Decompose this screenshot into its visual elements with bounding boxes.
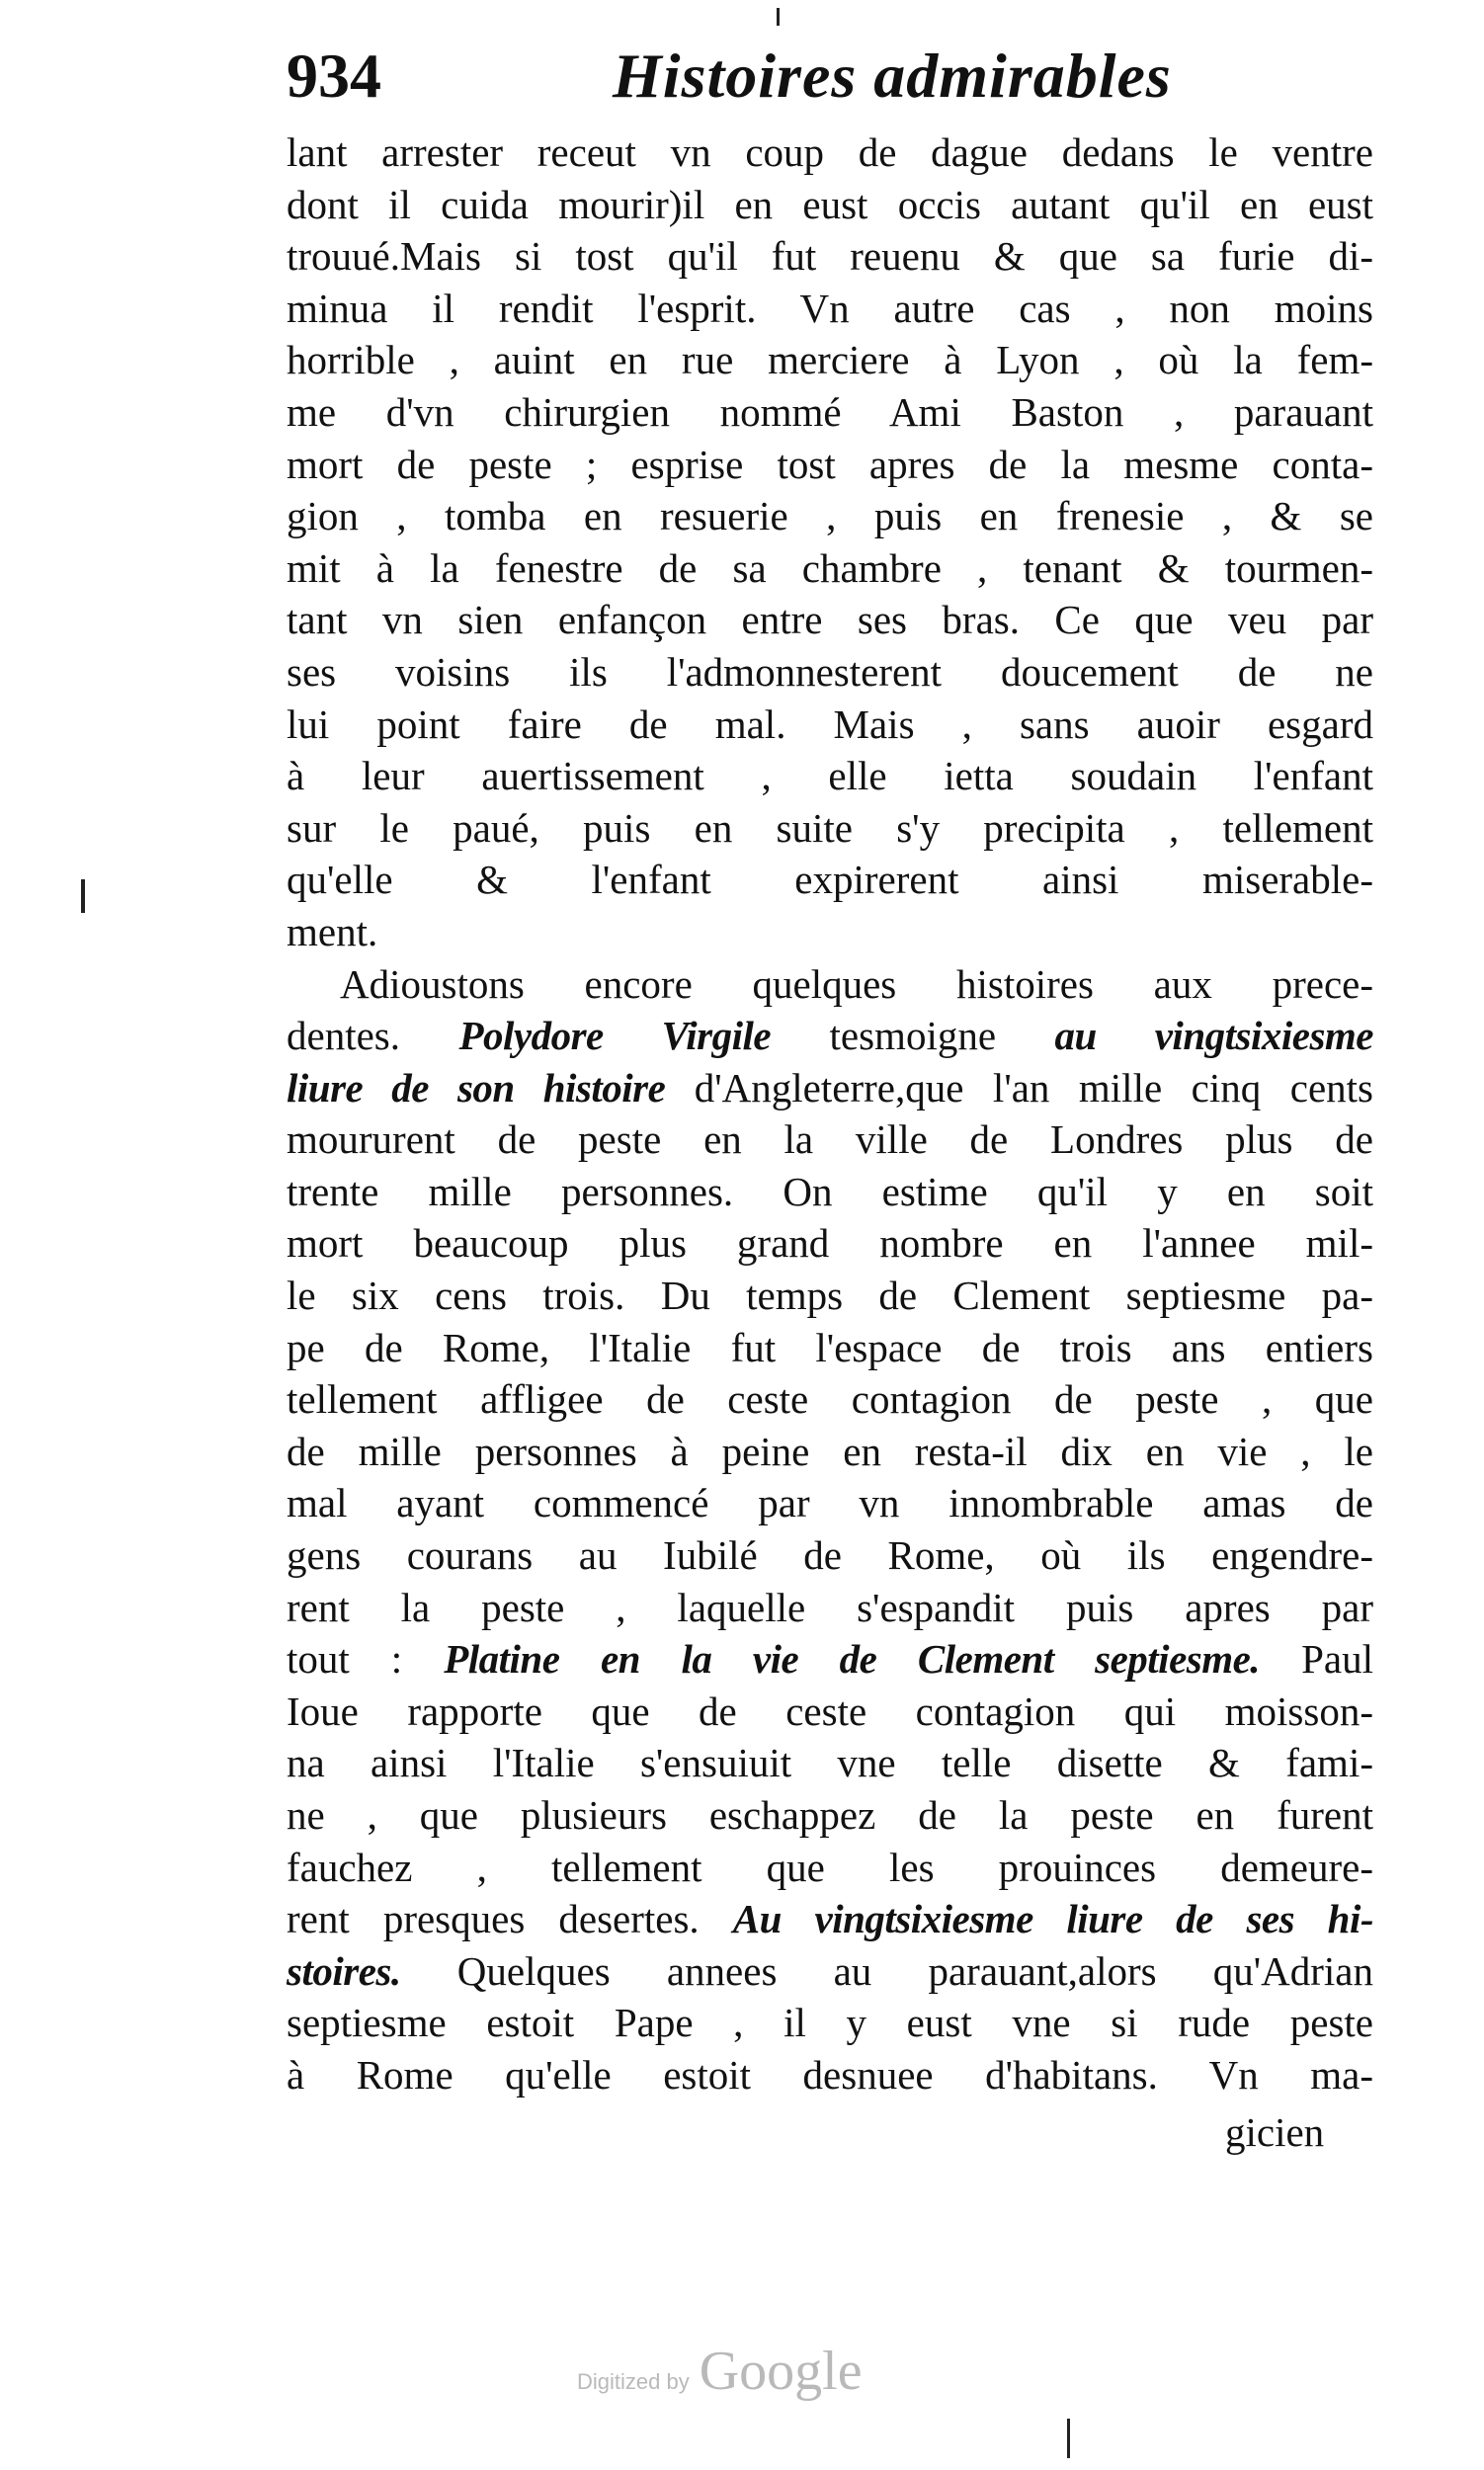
text-line: sur le paué, puis en suite s'y precipita , tellement xyxy=(287,804,1373,851)
google-logo: Google xyxy=(699,2341,863,2402)
text-segment: tout : xyxy=(287,1636,445,1683)
italic-citation: Au vingtsixiesme liure de ses hi- xyxy=(732,1896,1373,1942)
italic-citation: au vingtsixiesme xyxy=(1054,1013,1373,1059)
text-line: mort de peste ; esprise tost apres de la mesme conta- xyxy=(287,441,1373,487)
text-segment: tesmoigne xyxy=(771,1013,1055,1059)
text-line xyxy=(287,1010,1373,1062)
text-line xyxy=(287,1062,1373,1114)
text-line: minua il rendit l'esprit. Vn autre cas , non moins xyxy=(287,285,1373,331)
text-line: trouué.Mais si tost qu'il fut reuenu & que sa furie di- xyxy=(287,233,1373,280)
text-segment: dentes. xyxy=(287,1013,459,1059)
catchword: gicien xyxy=(1225,2109,1325,2155)
text-line: moururent de peste en la ville de Londres plus de xyxy=(287,1116,1373,1163)
text-line: gens courans au Iubilé de Rome, où ils engendre- xyxy=(287,1532,1373,1579)
scan-mark xyxy=(777,8,780,26)
text-line: Ioue rapporte que de ceste contagion qui moisson- xyxy=(287,1688,1373,1734)
text-line: ment. xyxy=(287,908,378,954)
text-line: mit à la fenestre de sa chambre , tenant & tourmen- xyxy=(287,544,1373,591)
italic-citation: Polydore Virgile xyxy=(458,1013,772,1059)
digitized-by-label: Digitized by xyxy=(577,2369,690,2394)
italic-citation: Platine en la vie de Clement septiesme. xyxy=(444,1636,1261,1683)
text-line: trente mille personnes. On estime qu'il y en soit xyxy=(287,1168,1373,1214)
body-text xyxy=(287,126,1373,2101)
text-line: tellement affligee de ceste contagion de peste , que xyxy=(287,1376,1373,1423)
page-header xyxy=(287,40,1383,128)
text-segment: Paul xyxy=(1260,1636,1373,1683)
text-line: à leur auertissement , elle ietta soudain l'enfant xyxy=(287,753,1373,799)
text-line: lui point faire de mal. Mais , sans auoir esgard xyxy=(287,700,1373,747)
text-line: mort beaucoup plus grand nombre en l'annee mil- xyxy=(287,1220,1373,1267)
scan-mark xyxy=(81,879,85,913)
text-line: mal ayant commencé par vn innombrable amas de xyxy=(287,1480,1373,1526)
text-line xyxy=(287,1945,1373,1998)
text-line: septiesme estoit Pape , il y eust vne si rude peste xyxy=(287,2000,1373,2046)
running-title: Histoires admirables xyxy=(613,41,1172,111)
italic-citation: stoires. xyxy=(287,1947,401,1994)
text-line xyxy=(287,1893,1373,1945)
text-line: de mille personnes à peine en resta-il dix en vie , le xyxy=(287,1428,1373,1474)
text-line: dont il cuida mourir)il en eust occis autant qu'il en eust xyxy=(287,181,1373,227)
digitized-watermark xyxy=(577,2340,863,2409)
text-line: tant vn sien enfançon entre ses bras. Ce que veu par xyxy=(287,597,1373,643)
text-line: me d'vn chirurgien nommé Ami Baston , parauant xyxy=(287,388,1373,435)
text-line: na ainsi l'Italie s'ensuiuit vne telle disette & fami- xyxy=(287,1740,1373,1786)
scan-mark xyxy=(1067,2419,1070,2458)
text-line xyxy=(287,1633,1373,1686)
text-line: qu'elle & l'enfant expirerent ainsi miserable- xyxy=(287,857,1373,903)
text-line: horrible , auint en rue merciere à Lyon , où la fem- xyxy=(287,337,1373,383)
text-line: rent la peste , laquelle s'espandit puis apres par xyxy=(287,1584,1373,1630)
text-line: pe de Rome, l'Italie fut l'espace de trois ans entiers xyxy=(287,1324,1373,1370)
text-line: le six cens trois. Du temps de Clement septiesme pa- xyxy=(287,1273,1373,1319)
italic-citation: liure de son histoire xyxy=(287,1064,666,1111)
text-line: fauchez , tellement que les prouinces demeure- xyxy=(287,1844,1373,1890)
text-line: Adioustons encore quelques histoires aux prece- xyxy=(340,960,1373,1007)
text-line: ne , que plusieurs eschappez de la peste en furent xyxy=(287,1792,1373,1838)
text-segment: d'Angleterre,que l'an mille cinq cents xyxy=(665,1064,1374,1111)
text-line: à Rome qu'elle estoit desnuee d'habitans. Vn ma- xyxy=(287,2051,1373,2098)
text-segment: rent presques desertes. xyxy=(287,1896,733,1942)
text-line: lant arrester receut vn coup de dague dedans le ventre xyxy=(287,129,1373,175)
page-number: 934 xyxy=(287,41,381,111)
text-line: gion , tomba en resuerie , puis en frenesie , & se xyxy=(287,493,1373,539)
text-segment: Quelques annees au parauant,alors qu'Adrian xyxy=(400,1947,1373,1994)
text-line: ses voisins ils l'admonnesterent doucement de ne xyxy=(287,648,1373,695)
